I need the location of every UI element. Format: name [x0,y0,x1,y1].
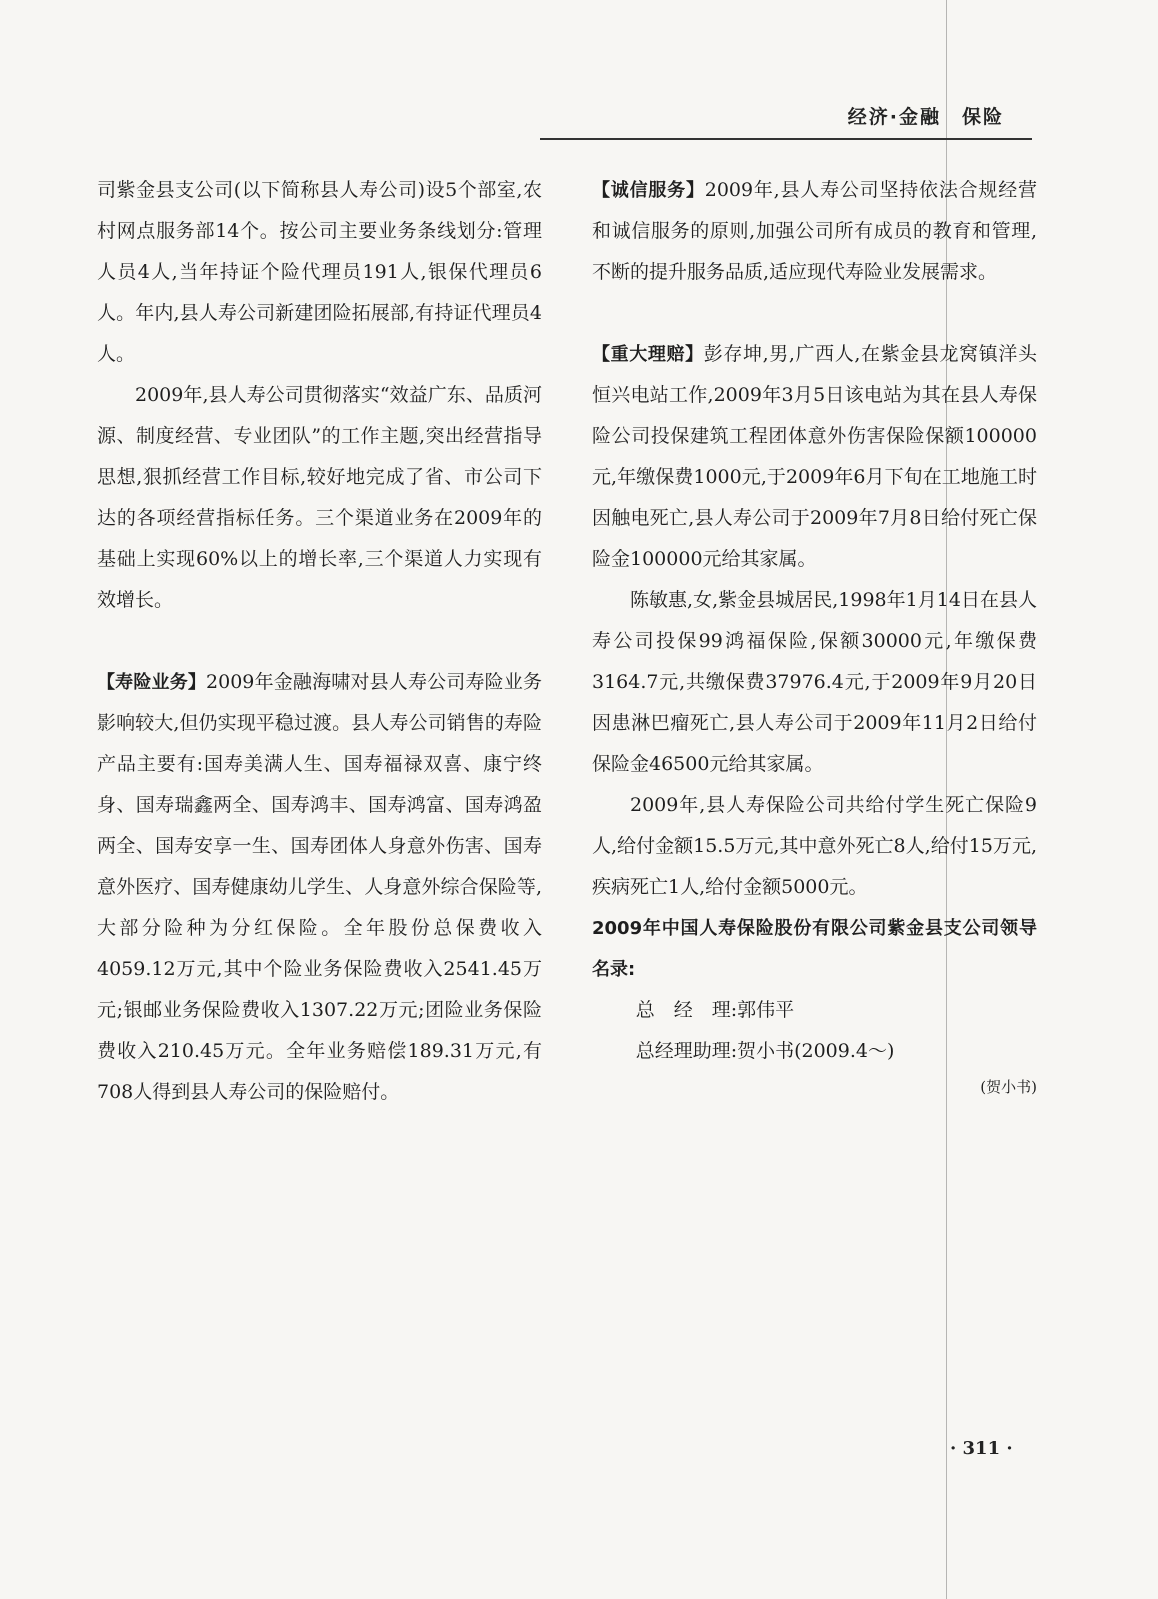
integrity-text: 2009年,县人寿公司坚持依法合规经营和诚信服务的原则,加强公司所有成员的教育和管理,不断的提升服务品质,适应现代寿险业发展需求。 [592,179,1037,283]
left-column [97,170,542,1113]
section-gap [592,293,1037,334]
section-title: 经济·金融 保险 [847,106,1004,128]
author-credit: (贺小书) [980,1078,1037,1096]
paragraph-organization: 司紫金县支公司(以下简称县人寿公司)设5个部室,农村网点服务部14个。按公司主要业务条线划分:管理人员4人,当年持证个险代理员191人,银保代理员6人。年内,县人寿公司新建团险拓展部,有持证代理员4人。 [97,179,542,365]
claims-text: 彭存坤,男,广西人,在紫金县龙窝镇洋头恒兴电站工作,2009年3月5日该电站为其在县人寿保险公司投保建筑工程团体意外伤害保险保额100000元,年缴保费1000元,于2009年6月下旬在工地施工时因触电死亡,县人寿公司于2009年7月8日给付死亡保险金100000元给其家属。 [592,343,1037,570]
page-number: · 311 · [950,1438,1013,1459]
paragraph-major-claims [592,334,1037,580]
leader-assistant-manager: 总经理助理:贺小书(2009.4～) [635,1040,895,1062]
term-major-claims: 【重大理赔】 [592,344,704,365]
term-integrity-service: 【诚信服务】 [592,180,705,201]
paragraph-integrity [592,170,1037,293]
header-rule [540,138,1032,140]
paragraph-work-theme: 2009年,县人寿公司贯彻落实“效益广东、品质河源、制度经营、专业团队”的工作主题,突出经营指导思想,狠抓经营工作目标,较好地完成了省、市公司下达的各项经营指标任务。三个渠道业务在2009年的基础上实现60%以上的增长率,三个渠道人力实现有效增长。 [97,384,542,611]
leaders-heading: 2009年中国人寿保险股份有限公司紫金县支公司领导名录: [592,918,1037,980]
life-insurance-text: 2009年金融海啸对县人寿公司寿险业务影响较大,但仍实现平稳过渡。县人寿公司销售的寿险产品主要有:国寿美满人生、国寿福禄双喜、康宁终身、国寿瑞鑫两全、国寿鸿丰、国寿鸿富、国寿鸿盈两全、国寿安享一生、国寿团体人身意外伤害、国寿意外医疗、国寿健康幼儿学生、人身意外综合保险等,大部分险种为分红保险。全年股份总保费收入4059.12万元,其中个险业务保险费收入2541.45万元;银邮业务保险费收入1307.22万元;团险业务保险费收入210.45万元。全年业务赔偿189.31万元,有708人得到县人寿公司的保险赔付。 [97,671,543,1103]
running-header [540,96,1032,140]
paragraph-life-insurance [97,662,542,1113]
paragraph-chen-case: 陈敏惠,女,紫金县城居民,1998年1月14日在县人寿公司投保99鸿福保险,保额30000元,年缴保费3164.7元,共缴保费37976.4元,于2009年9月20日因患淋巴瘤死亡,县人寿公司于2009年11月2日给付保险金46500元给其家属。 [592,589,1037,775]
paragraph-student-claims: 2009年,县人寿保险公司共给付学生死亡保险9人,给付金额15.5万元,其中意外死亡8人,给付15万元,疾病死亡1人,给付金额5000元。 [592,794,1037,898]
right-column [592,170,1037,1102]
term-life-insurance: 【寿险业务】 [97,672,207,693]
section-gap [97,621,542,662]
leader-general-manager: 总 经 理:郭伟平 [635,999,795,1021]
